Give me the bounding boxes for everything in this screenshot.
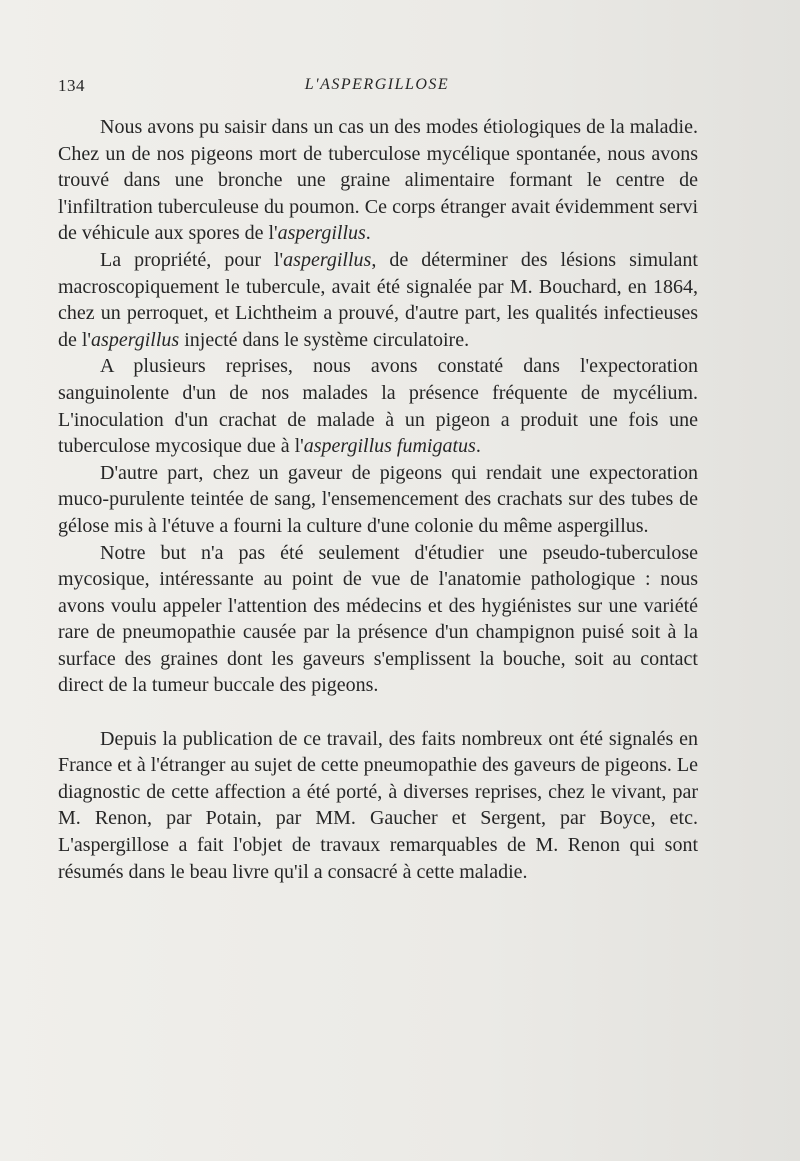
paragraph: Notre but n'a pas été seulement d'étudier une pseudo-tuberculose mycosique, intéressante au point de vue de l'anatomie pathologique : nous avons voulu appeler l'attention des médecins et des hygiénistes sur une variété rare de pneumopathie causée par la présence d'un champignon puisé soit à la surface des graines dont les gaveurs s'emplissent la bouche, soit au contact direct de la tumeur buccale des pigeons.	[58, 541, 698, 697]
running-head	[58, 76, 696, 100]
paragraph: D'autre part, chez un gaveur de pigeons qui rendait une expectoration muco-purulente teintée de sang, l'ensemencement des crachats sur des tubes de gélose mis à l'étuve a fourni la culture d'une colonie du même aspergillus.	[58, 461, 698, 537]
body-text	[58, 114, 698, 885]
page-number: 134	[58, 76, 85, 95]
paragraph: A plusieurs reprises, nous avons constaté dans l'expectoration sanguinolente d'un de nos malades la présence fréquente de mycélium. L'inoculation d'un crachat de malade à un pigeon a produit une fois une tuberculose mycosique due à l'aspergillus fumigatus.	[58, 355, 698, 458]
paragraph: Nous avons pu saisir dans un cas un des modes étiologiques de la maladie. Chez un de nos pigeons mort de tuberculose mycélique spontanée, nous avons trouvé dans une bronche une graine alimentaire formant le centre de l'infiltration tuberculeuse du poumon. Ce corps étranger avait évidemment servi de véhicule aux spores de l'aspergillus.	[58, 116, 698, 245]
running-title: L'ASPERGILLOSE	[304, 76, 450, 93]
paragraph: Depuis la publication de ce travail, des faits nombreux ont été signalés en France et à l'étranger au sujet de cette pneumopathie des gaveurs de pigeons. Le diagnostic de cette affection a été porté, à diverses reprises, chez le vivant, par M. Renon, par Potain, par MM. Gaucher et Sergent, par Boyce, etc. L'aspergillose a fait l'objet de travaux remarquables de M. Renon qui sont résumés dans le beau livre qu'il a consacré à cette maladie.	[58, 727, 699, 883]
paragraph: La propriété, pour l'aspergillus, de déterminer des lésions simulant macroscopiquement le tubercule, avait été signalée par M. Bouchard, en 1864, chez un perroquet, et Lichtheim a prouvé, d'autre part, les qualités infectieuses de l'aspergillus injecté dans le système circulatoire.	[58, 248, 698, 351]
